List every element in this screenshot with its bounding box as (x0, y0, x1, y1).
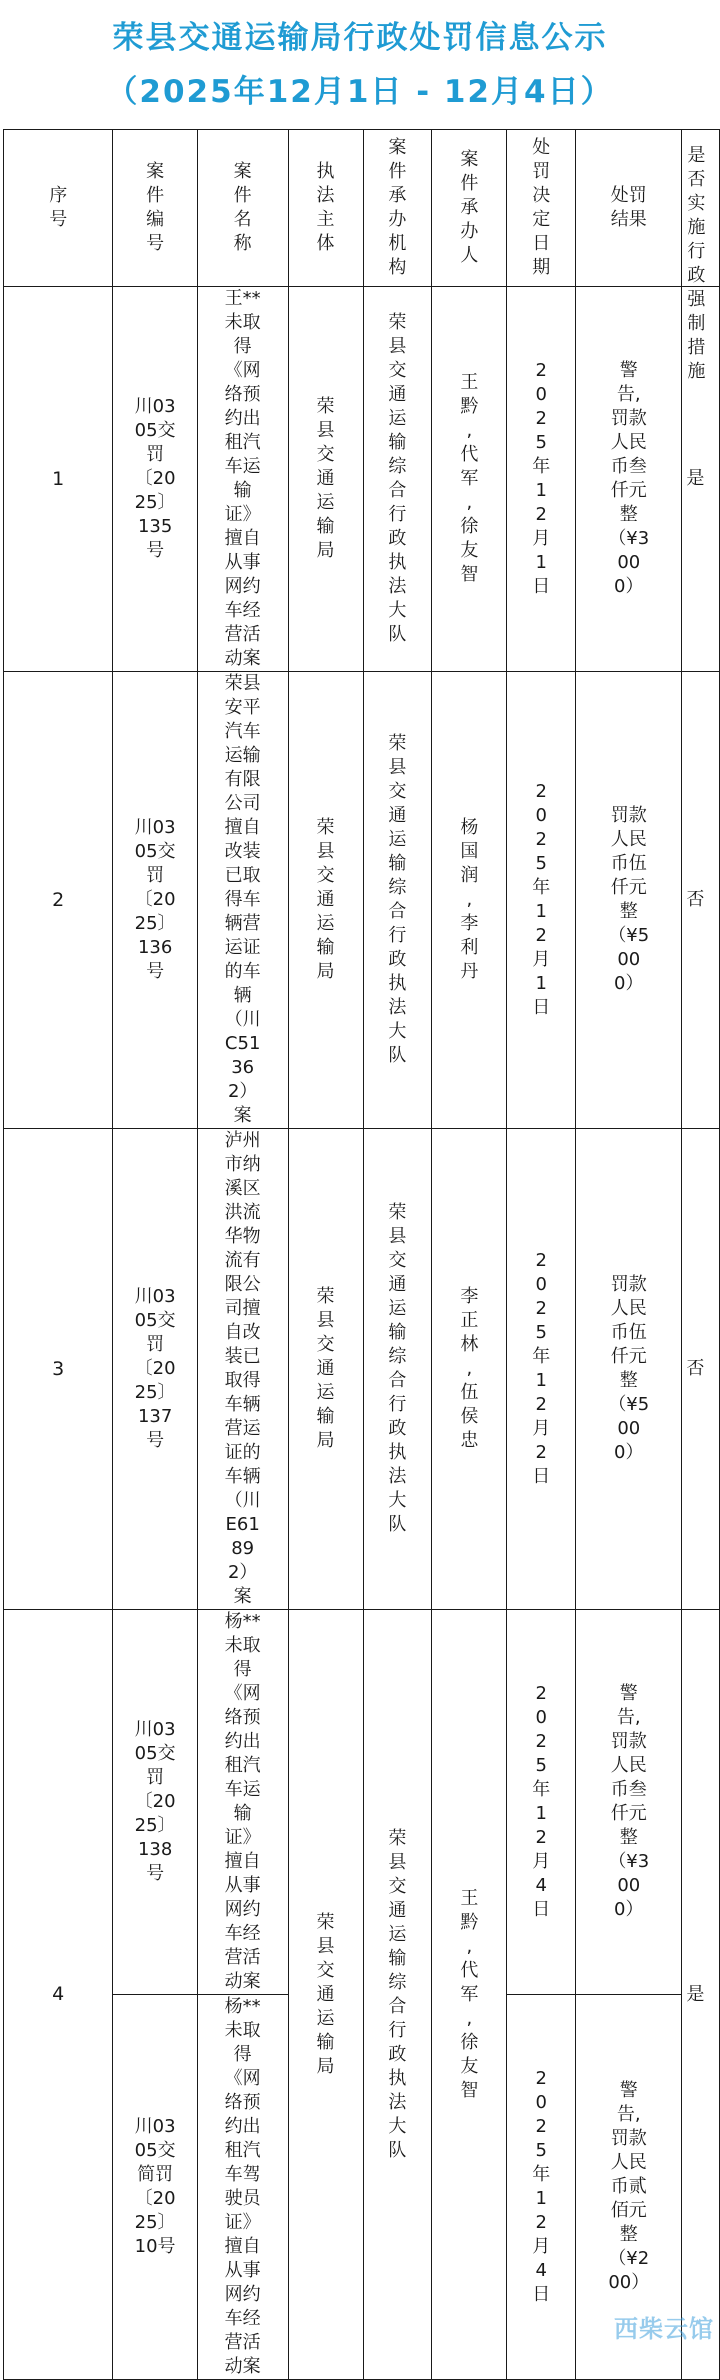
cell-subject: 荣县交通运输局 (288, 1129, 363, 1610)
cell-seq: 3 (4, 1129, 113, 1610)
cell-subject: 荣县交通运输局 (288, 287, 363, 672)
cell-date: 2025年12月4日 (507, 1610, 576, 1995)
table-row (4, 672, 720, 1129)
cell-subject: 荣县交通运输局 (288, 1610, 363, 2380)
header-seq: 序号 (4, 130, 113, 287)
cell-handler: 杨国润,李利丹 (432, 672, 507, 1129)
cell-case-name: 泸州市纳溪区洪流华物流有限公司擅自改装已取得车辆营运证的车辆（川E61892）案 (197, 1129, 288, 1610)
header-date: 处罚决定日期 (507, 130, 576, 287)
cell-case-no: 川0305交罚〔2025〕138号 (113, 1610, 197, 1995)
page-subtitle-date-range: （2025年12月1日 - 12月4日） (106, 74, 614, 110)
cell-case-name: 王**未取得《网络预约出租汽车运输证》擅自从事网约车经营活动案 (197, 287, 288, 672)
cell-case-no: 川0305交罚〔2025〕136号 (113, 672, 197, 1129)
cell-date: 2025年12月1日 (507, 287, 576, 672)
penalty-table (3, 129, 720, 2380)
cell-handler: 王黔,代军,徐友智 (432, 1610, 507, 2380)
cell-subject: 荣县交通运输局 (288, 672, 363, 1129)
cell-enforce: 是 (682, 1610, 720, 2380)
cell-seq: 4 (4, 1610, 113, 2380)
cell-result: 警告,罚款人民币叁仟元整（¥3000） (576, 287, 682, 672)
cell-case-name: 杨**未取得《网络预约出租汽车驾驶员证》擅自从事网约车经营活动案 (197, 1995, 288, 2380)
cell-handler: 王黔,代军,徐友智 (432, 287, 507, 672)
cell-case-name: 荣县安平汽车运输有限公司擅自改装已取得车辆营运证的车辆（川C51362）案 (197, 672, 288, 1129)
cell-seq: 1 (4, 287, 113, 672)
cell-date: 2025年12月2日 (507, 1129, 576, 1610)
header-case-no: 案件编号 (113, 130, 197, 287)
header-case-name: 案件名称 (197, 130, 288, 287)
cell-enforce: 否 (682, 1129, 720, 1610)
table-row (4, 287, 720, 672)
cell-result: 罚款人民币伍仟元整（¥5000） (576, 1129, 682, 1610)
cell-date: 2025年12月4日 (507, 1995, 576, 2380)
cell-result: 罚款人民币伍仟元整（¥5000） (576, 672, 682, 1129)
cell-agency: 荣县交通运输综合行政执法大队 (363, 287, 432, 672)
cell-enforce: 是 (682, 287, 720, 672)
cell-agency: 荣县交通运输综合行政执法大队 (363, 1129, 432, 1610)
cell-agency: 荣县交通运输综合行政执法大队 (363, 1610, 432, 2380)
page-title: 荣县交通运输局行政处罚信息公示 (112, 20, 608, 56)
header-handler: 案件承办人 (432, 130, 507, 287)
cell-case-no: 川0305交罚〔2025〕137号 (113, 1129, 197, 1610)
cell-case-name: 杨**未取得《网络预约出租汽车运输证》擅自从事网约车经营活动案 (197, 1610, 288, 1995)
cell-agency: 荣县交通运输综合行政执法大队 (363, 672, 432, 1129)
cell-result: 警告,罚款人民币叁仟元整（¥3000） (576, 1610, 682, 1995)
table-row (4, 1610, 720, 1995)
header-subject: 执法主体 (288, 130, 363, 287)
cell-enforce: 否 (682, 672, 720, 1129)
cell-seq: 2 (4, 672, 113, 1129)
header-enforce: 是否实施行政强制措施 (682, 130, 720, 287)
table-header-row (4, 130, 720, 287)
cell-handler: 李正林,伍侯忠 (432, 1129, 507, 1610)
watermark-logo: 西柴云馆 (614, 2315, 714, 2343)
cell-case-no: 川0305交简罚〔2025〕10号 (113, 1995, 197, 2380)
cell-case-no: 川0305交罚〔2025〕135号 (113, 287, 197, 672)
table-row (4, 1129, 720, 1610)
cell-date: 2025年12月1日 (507, 672, 576, 1129)
header-result: 处罚结果 (576, 130, 682, 287)
cell-result: 警告,罚款人民币贰佰元整（¥200） (576, 1995, 682, 2380)
header-agency: 案件承办机构 (363, 130, 432, 287)
